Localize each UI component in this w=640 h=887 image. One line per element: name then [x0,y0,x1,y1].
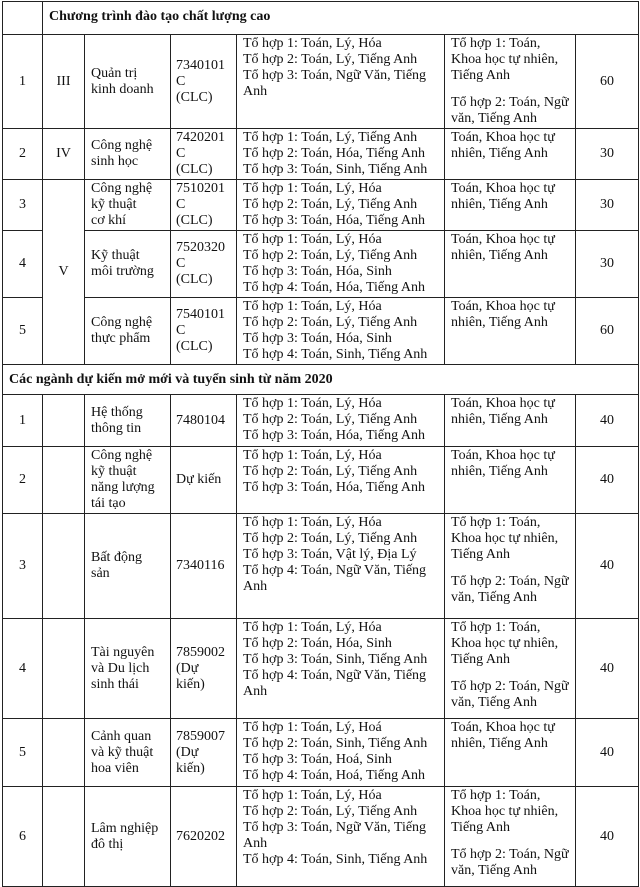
cell-line: Toán, Khoa học tự [451,232,555,247]
cell-line: 7480104 [176,412,225,428]
row-number: 3 [3,514,43,619]
cell-line: (Dự [176,744,199,760]
cell-line: 7510201 [176,181,225,196]
cell-line: Tổ hợp 3: Toán, Sinh, Tiếng Anh [243,652,428,667]
program-code [171,514,237,619]
cell-line: môi trường [91,264,154,279]
cell-line: Tổ hợp 4: Toán, Sinh, Tiếng Anh [243,852,428,867]
cell-line: Tổ hợp 4: Toán, Ngữ Văn, Tiếng [243,668,427,683]
cell-line: Lâm nghiệp [91,820,159,836]
group-label: III [43,35,85,129]
cell-line: Tổ hợp 1: Toán, Lý, Tiếng Anh [243,130,418,145]
row-number: 4 [3,619,43,719]
cell-line: Tổ hợp 3: Toán, Hóa, Tiếng Anh [243,213,425,228]
alt-combos [445,129,576,180]
quota: 40 [576,447,639,514]
cell-line: Tổ hợp 1: Toán, [451,36,541,51]
program-code [171,719,237,787]
cell-line: nhiên, Tiếng Anh [451,146,548,161]
cell-line: Tổ hợp 1: Toán, [451,620,541,635]
row-number: 1 [3,35,43,129]
table-row [3,619,639,719]
cell-line: Tổ hợp 4: Toán, Ngữ Văn, Tiếng [243,563,427,578]
group-label: IV [43,129,85,180]
cell-line: sản [91,566,110,581]
cell-line: Tổ hợp 1: Toán, [451,515,541,530]
alt-combo-block [451,181,569,213]
cell-line: Tổ hợp 2: Toán, Lý, Tiếng Anh [243,412,418,427]
alt-combos [445,719,576,787]
alt-combo-block [451,448,569,480]
section-header-row [3,365,639,395]
table-row [3,447,639,514]
subject-combos [237,447,445,514]
subject-combos [237,619,445,719]
cell-line: (CLC) [176,339,213,354]
cell-line: (CLC) [176,162,213,177]
program-code [171,35,237,129]
cell-line: Khoa học tự nhiên, [451,531,559,546]
cell-line: Tổ hợp 2: Toán, Lý, Tiếng Anh [243,804,418,819]
cell-line: Dự kiến [176,472,222,487]
cell-line: và Du lịch [91,660,150,676]
program-name [85,395,171,447]
table-row [3,395,639,447]
alt-combos [445,514,576,619]
group-blank [43,514,85,619]
section-header-blank [3,2,43,35]
cell-line: 7540101 [176,307,225,322]
alt-combo-block [451,788,569,836]
cell-line: Tổ hợp 2: Toán, Lý, Tiếng Anh [243,315,418,330]
cell-line: Tổ hợp 3: Toán, Hóa, Tiếng Anh [243,428,425,443]
cell-line: Tổ hợp 3: Toán, Ngữ Văn, Tiếng [243,68,427,83]
cell-line: năng lượng [91,480,155,495]
program-name [85,619,171,719]
cell-line: văn, Tiếng Anh [451,111,537,126]
program-name [85,514,171,619]
alt-combo-block [451,232,569,264]
cell-line: Tiếng Anh [451,547,511,562]
cell-line: (CLC) [176,272,213,287]
alt-combos [445,180,576,231]
cell-line: Tổ hợp 3: Toán, Hóa, Sinh [243,264,392,279]
table-row [3,35,639,129]
section-title: Chương trình đào tạo chất lượng cao [43,2,639,35]
quota: 40 [576,787,639,887]
group-blank [43,395,85,447]
cell-line: Tổ hợp 1: Toán, Lý, Hóa [243,36,382,51]
alt-combos [445,231,576,298]
alt-combos [445,35,576,129]
quota: 30 [576,129,639,180]
cell-line: nhiên, Tiếng Anh [451,412,548,427]
quota: 40 [576,719,639,787]
alt-combos [445,447,576,514]
section-title: Các ngành dự kiến mở mới và tuyển sinh từ năm 2020 [3,365,639,395]
cell-line: Toán, Khoa học tự [451,130,555,145]
cell-line: sinh học [91,154,139,169]
cell-line: Quản trị [91,65,138,81]
cell-line: Tổ hợp 4: Toán, Hóa, Tiếng Anh [243,280,425,295]
cell-line: (Dự [176,660,199,676]
cell-line: thực phẩm [91,331,151,346]
cell-line: Tổ hợp 1: Toán, Lý, Hoá [243,720,382,735]
cell-line: Tổ hợp 2: Toán, Lý, Tiếng Anh [243,464,418,479]
alt-combo-block [451,396,569,428]
cell-line: 7340116 [176,558,225,573]
program-name [85,719,171,787]
cell-line: 7520320 [176,240,225,255]
quota: 40 [576,395,639,447]
cell-line: Anh [243,836,268,851]
cell-line: nhiên, Tiếng Anh [451,248,548,263]
cell-line: Tổ hợp 2: Toán, Ngữ [451,847,569,862]
cell-line: sinh thái [91,676,139,692]
program-name [85,180,171,231]
cell-line: Tổ hợp 1: Toán, Lý, Hóa [243,299,382,314]
quota: 40 [576,514,639,619]
cell-line: và kỹ thuật [91,744,154,760]
cell-line: Tổ hợp 2: Toán, Lý, Tiếng Anh [243,248,418,263]
cell-line: Tổ hợp 3: Toán, Hóa, Sinh [243,331,392,346]
cell-line: Hệ thống [91,404,143,420]
subject-combos [237,129,445,180]
alt-combos [445,298,576,365]
cell-line: 7859002 [176,644,225,660]
cell-line: Tổ hợp 2: Toán, Sinh, Tiếng Anh [243,736,428,751]
subject-combos [237,298,445,365]
table-row [3,180,639,231]
cell-line: Cảnh quan [91,728,152,744]
cell-line: Tiếng Anh [451,652,511,667]
cell-line: cơ khí [91,213,127,228]
cell-line: Tổ hợp 1: Toán, Lý, Hóa [243,788,382,803]
cell-line: Tổ hợp 2: Toán, Hóa, Tiếng Anh [243,146,425,161]
cell-line: Tiếng Anh [451,68,511,83]
cell-line: tái tạo [91,496,126,511]
cell-line: Tổ hợp 1: Toán, [451,788,541,803]
cell-line: Anh [243,684,268,699]
cell-line: Toán, Khoa học tự [451,396,555,411]
alt-combo-block [451,679,569,711]
alt-combo-block [451,130,569,162]
subject-combos [237,180,445,231]
subject-combos [237,514,445,619]
program-code [171,395,237,447]
cell-line: Khoa học tự nhiên, [451,52,559,67]
program-code [171,180,237,231]
table-row [3,231,639,298]
group-blank [43,719,85,787]
cell-line: C [176,197,186,212]
cell-line: Tổ hợp 1: Toán, Lý, Hóa [243,515,382,530]
row-number: 2 [3,129,43,180]
subject-combos [237,719,445,787]
cell-line: Tổ hợp 1: Toán, Lý, Hóa [243,396,382,411]
cell-line: văn, Tiếng Anh [451,590,537,605]
program-name [85,35,171,129]
table-row [3,719,639,787]
section-header-row [3,2,639,35]
cell-line: Tổ hợp 2: Toán, Hóa, Sinh [243,636,392,651]
cell-line: Công nghệ [91,448,153,463]
cell-line: 7620202 [176,828,225,844]
cell-line: Tổ hợp 2: Toán, Ngữ [451,679,569,694]
cell-line: 7420201 [176,130,225,145]
cell-line: nhiên, Tiếng Anh [451,464,548,479]
cell-line: Kỹ thuật [91,248,140,263]
group-blank [43,619,85,719]
quota: 40 [576,619,639,719]
table-row [3,298,639,365]
program-name [85,298,171,365]
alt-combo-block [451,847,569,879]
program-code [171,298,237,365]
program-code [171,447,237,514]
program-code [171,231,237,298]
cell-line: Tổ hợp 3: Toán, Ngữ Văn, Tiếng [243,820,427,835]
cell-line: nhiên, Tiếng Anh [451,315,548,330]
program-code [171,619,237,719]
cell-line: Tổ hợp 3: Toán, Hoá, Sinh [243,752,392,767]
row-number: 5 [3,719,43,787]
program-name [85,129,171,180]
program-code [171,129,237,180]
program-name [85,447,171,514]
cell-line: Công nghệ [91,315,153,330]
cell-line: C [176,146,186,161]
alt-combo-block [451,574,569,606]
alt-combo-block [451,299,569,331]
cell-line: Công nghệ [91,181,153,196]
cell-line: Toán, Khoa học tự [451,181,555,196]
quota: 60 [576,35,639,129]
cell-line: Bất động [91,550,142,565]
cell-line: (CLC) [176,213,213,228]
cell-line: Anh [243,579,268,594]
table-row [3,514,639,619]
cell-line: Công nghệ [91,138,153,153]
cell-line: kiến) [176,676,205,692]
program-name [85,231,171,298]
cell-line: hoa viên [91,760,139,776]
row-number: 6 [3,787,43,887]
cell-line: đô thị [91,836,124,852]
cell-line: Tài nguyên [91,644,155,660]
subject-combos [237,231,445,298]
cell-line: nhiên, Tiếng Anh [451,736,548,751]
cell-line: Tổ hợp 3: Toán, Sinh, Tiếng Anh [243,162,428,177]
cell-line: Tổ hợp 4: Toán, Hoá, Tiếng Anh [243,768,425,783]
table-row [3,129,639,180]
cell-line: Tổ hợp 3: Toán, Hóa, Tiếng Anh [243,480,425,495]
cell-line: Toán, Khoa học tự [451,299,555,314]
alt-combo-block [451,515,569,563]
alt-combo-block [451,720,569,752]
cell-line: Tổ hợp 2: Toán, Lý, Tiếng Anh [243,52,418,67]
alt-combos [445,619,576,719]
cell-line: Tổ hợp 2: Toán, Ngữ [451,574,569,589]
cell-line: Tổ hợp 4: Toán, Sinh, Tiếng Anh [243,347,428,362]
cell-line: kỹ thuật [91,197,137,212]
alt-combo-block [451,95,569,127]
cell-line: Tổ hợp 1: Toán, Lý, Hóa [243,181,382,196]
cell-line: C [176,73,186,89]
cell-line: (CLC) [176,89,213,105]
alt-combos [445,395,576,447]
cell-line: 7340101 [176,57,225,73]
quota: 30 [576,231,639,298]
cell-line: kỹ thuật [91,464,137,479]
subject-combos [237,395,445,447]
subject-combos [237,35,445,129]
cell-line: 7859007 [176,728,225,744]
cell-line: C [176,323,186,338]
cell-line: Tổ hợp 2: Toán, Ngữ [451,95,569,110]
admission-table [2,1,639,887]
cell-line: Khoa học tự nhiên, [451,636,559,651]
group-label: V [43,180,85,365]
row-number: 4 [3,231,43,298]
cell-line: Khoa học tự nhiên, [451,804,559,819]
cell-line: kinh doanh [91,81,154,97]
cell-line: kiến) [176,760,205,776]
cell-line: Tiếng Anh [451,820,511,835]
alt-combo-block [451,36,569,84]
cell-line: Tổ hợp 1: Toán, Lý, Hóa [243,620,382,635]
row-number: 3 [3,180,43,231]
cell-line: Toán, Khoa học tự [451,720,555,735]
quota: 30 [576,180,639,231]
cell-line: Tổ hợp 3: Toán, Vật lý, Địa Lý [243,547,417,562]
cell-line: Tổ hợp 1: Toán, Lý, Hóa [243,232,382,247]
cell-line: Toán, Khoa học tự [451,448,555,463]
cell-line: C [176,256,186,271]
cell-line: văn, Tiếng Anh [451,695,537,710]
cell-line: Tổ hợp 2: Toán, Lý, Tiếng Anh [243,531,418,546]
group-blank [43,447,85,514]
row-number: 5 [3,298,43,365]
cell-line: thông tin [91,420,142,436]
quota: 60 [576,298,639,365]
row-number: 1 [3,395,43,447]
cell-line: nhiên, Tiếng Anh [451,197,548,212]
cell-line: Tổ hợp 1: Toán, Lý, Hóa [243,448,382,463]
alt-combo-block [451,620,569,668]
cell-line: văn, Tiếng Anh [451,863,537,878]
cell-line: Tổ hợp 2: Toán, Lý, Tiếng Anh [243,197,418,212]
cell-line: Anh [243,84,268,99]
row-number: 2 [3,447,43,514]
